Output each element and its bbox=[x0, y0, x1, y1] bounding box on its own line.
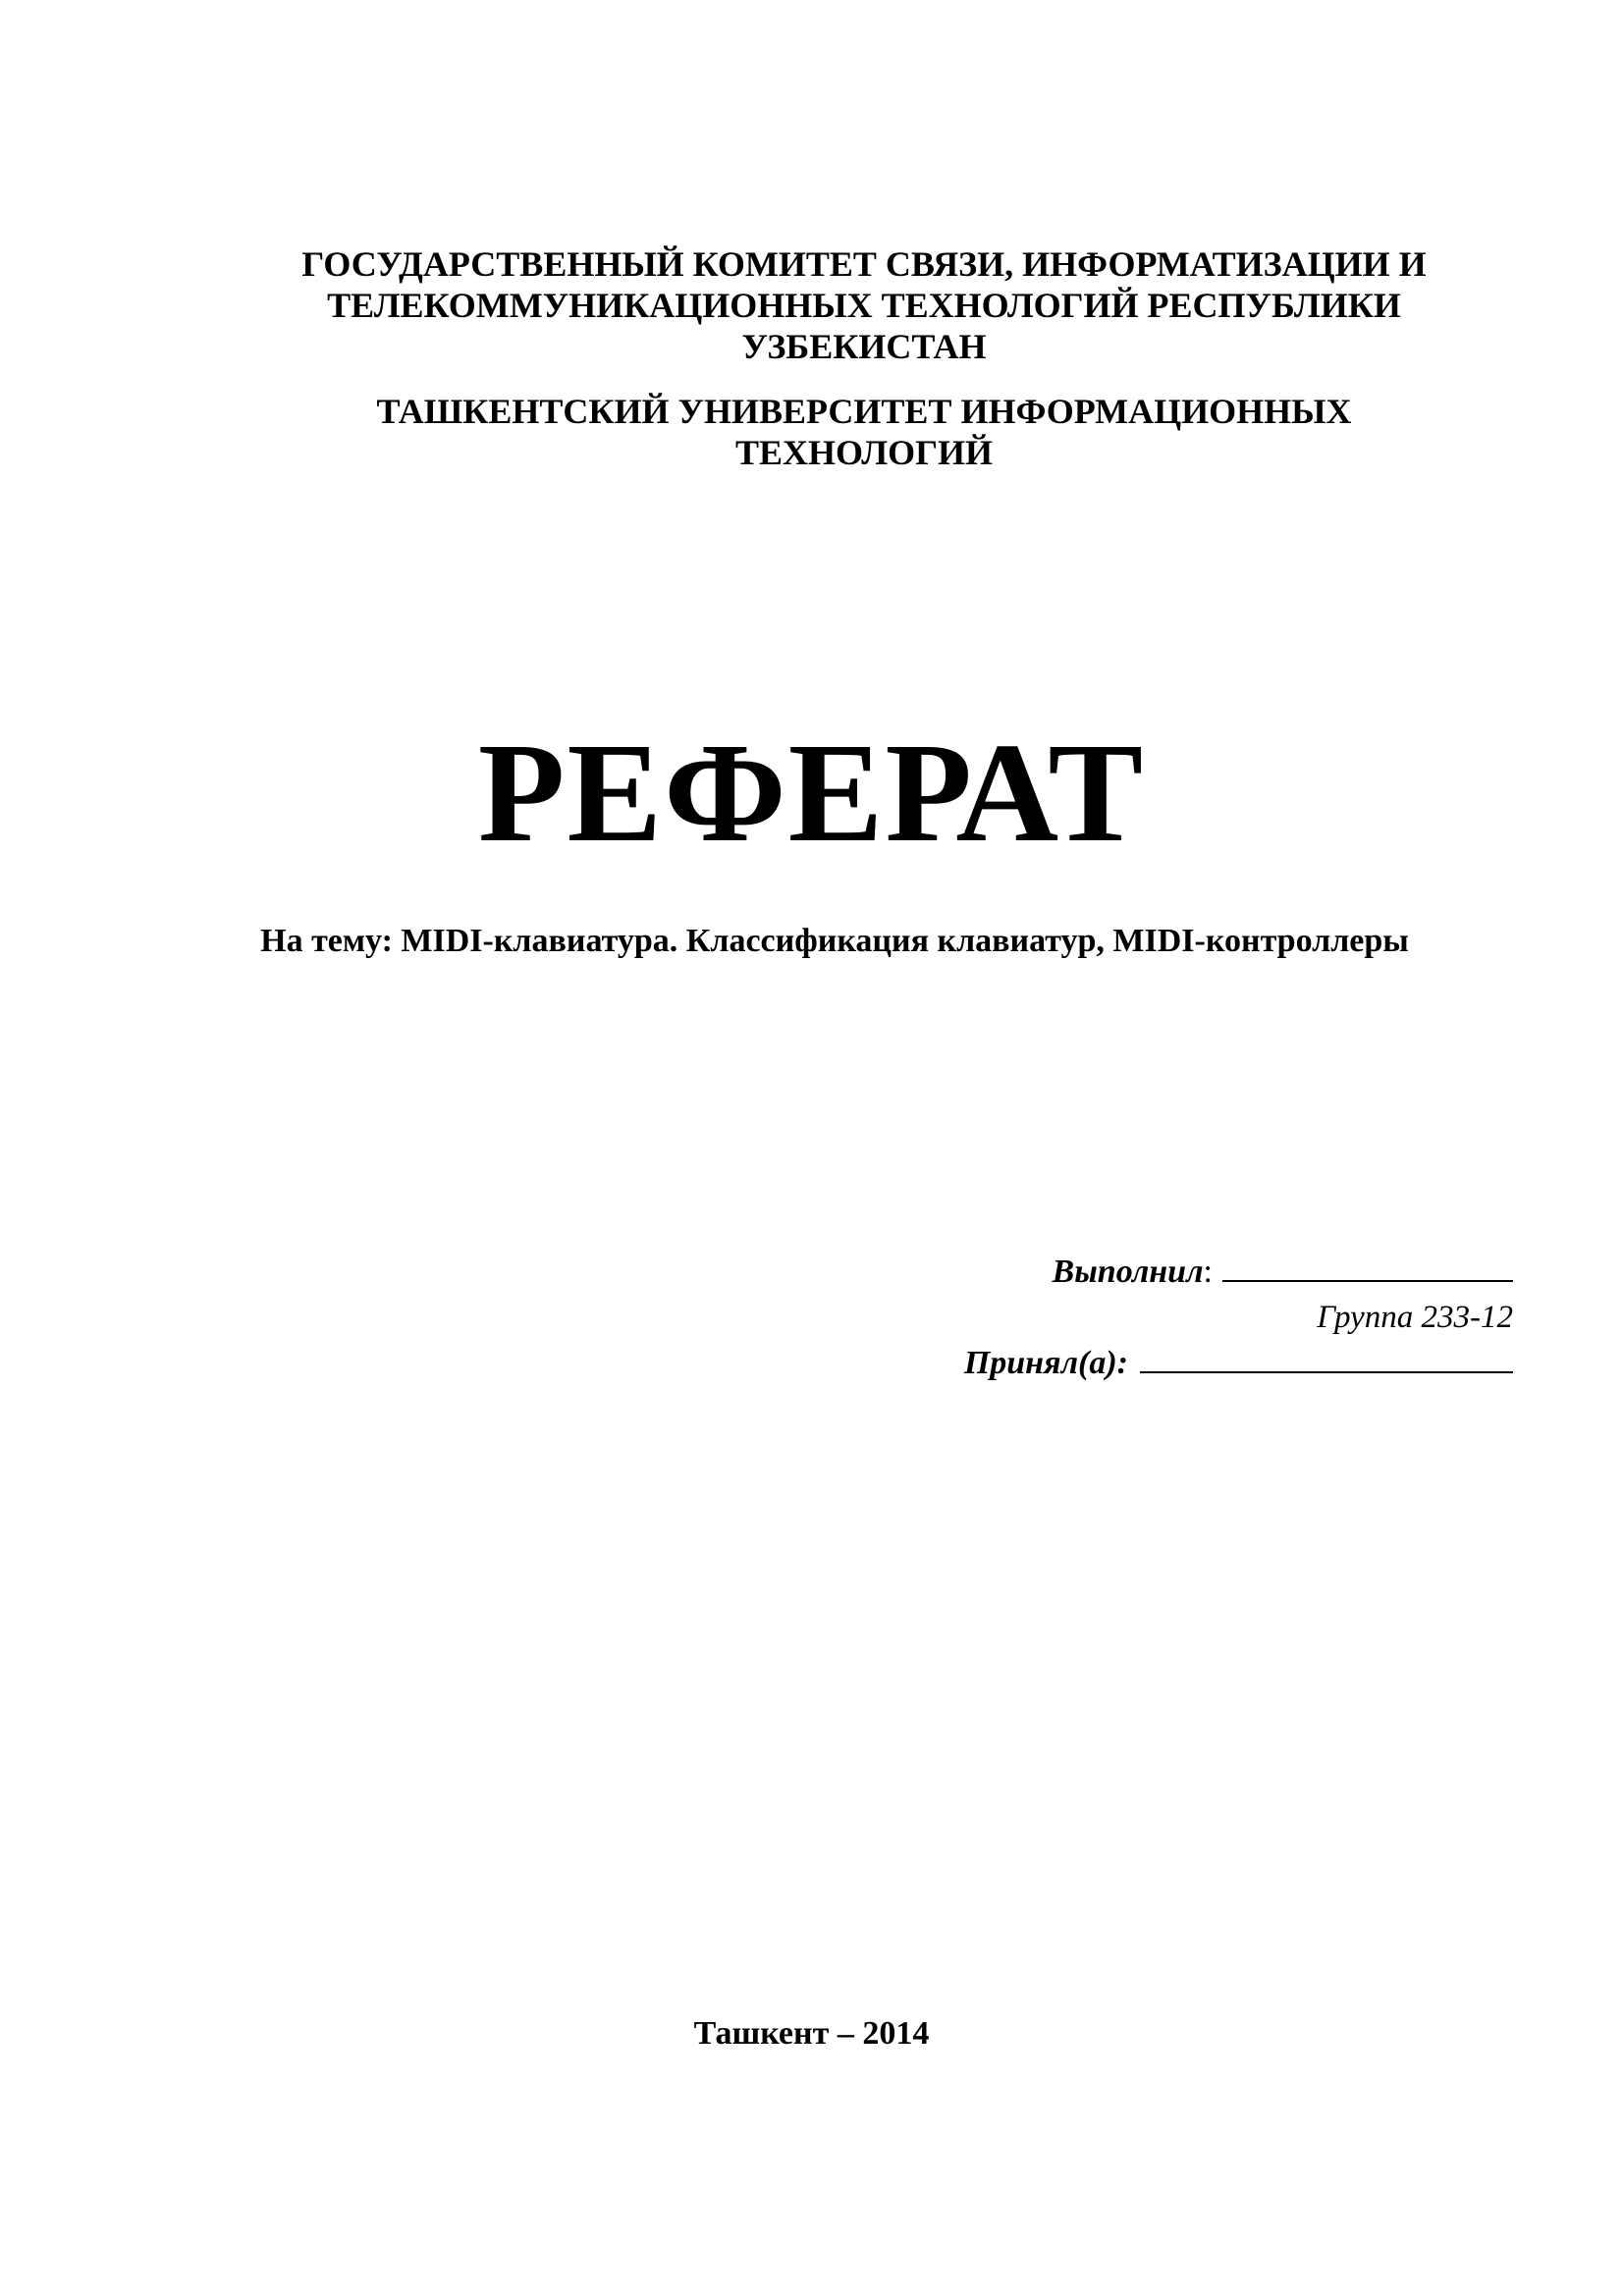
group-row bbox=[964, 1295, 1513, 1340]
university-header bbox=[196, 391, 1532, 473]
group-text: Группа 233-12 bbox=[1317, 1300, 1513, 1335]
accepted-label: Принял(а): bbox=[963, 1345, 1128, 1381]
university-line: ТАШКЕНТСКИЙ УНИВЕРСИТЕТ ИНФОРМАЦИОННЫХ bbox=[376, 392, 1352, 431]
document-title: РЕФЕРАТ bbox=[477, 715, 1146, 872]
accepted-row bbox=[964, 1340, 1513, 1386]
ministry-line: ГОСУДАРСТВЕННЫЙ КОМИТЕТ СВЯЗИ, ИНФОРМАТИЗАЦИИ И bbox=[301, 244, 1427, 284]
performed-row bbox=[964, 1249, 1513, 1295]
signature-block bbox=[964, 1249, 1513, 1386]
ministry-header bbox=[196, 243, 1532, 367]
ministry-line: УЗБЕКИСТАН bbox=[741, 327, 987, 366]
city-year: Ташкент – 2014 bbox=[693, 2015, 930, 2052]
ministry-line: ТЕЛЕКОММУНИКАЦИОННЫХ ТЕХНОЛОГИЙ РЕСПУБЛИКИ bbox=[327, 286, 1401, 325]
performed-colon: : bbox=[1203, 1254, 1213, 1290]
performed-blank-line bbox=[1222, 1249, 1513, 1282]
performed-label: Выполнил bbox=[1052, 1254, 1204, 1290]
university-line: ТЕХНОЛОГИЙ bbox=[735, 433, 993, 472]
accepted-blank-line bbox=[1140, 1340, 1513, 1373]
topic-line: На тему: MIDI-клавиатура. Классификация клавиатур, MIDI-контроллеры bbox=[260, 923, 1409, 959]
